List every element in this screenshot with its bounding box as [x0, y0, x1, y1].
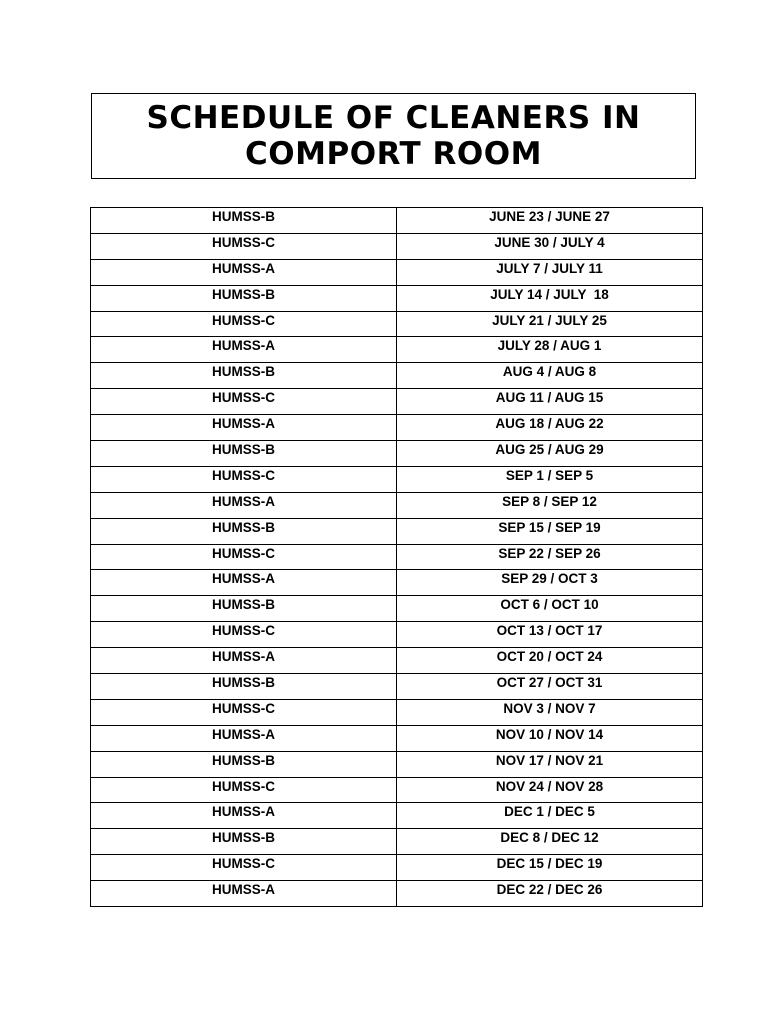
table-row — [91, 311, 703, 337]
dates-cell: JULY 21 / JULY 25 — [397, 311, 703, 337]
section-cell: HUMSS-C — [91, 777, 397, 803]
page-title: SCHEDULE OF CLEANERS IN COMPORT ROOM — [146, 100, 641, 172]
section-cell: HUMSS-A — [91, 648, 397, 674]
dates-cell: SEP 22 / SEP 26 — [397, 544, 703, 570]
table-row — [91, 648, 703, 674]
section-cell: HUMSS-C — [91, 233, 397, 259]
table-row — [91, 699, 703, 725]
dates-cell: JULY 28 / AUG 1 — [397, 337, 703, 363]
section-cell: HUMSS-B — [91, 751, 397, 777]
section-cell: HUMSS-A — [91, 259, 397, 285]
schedule-table — [90, 207, 703, 907]
dates-cell: DEC 8 / DEC 12 — [397, 829, 703, 855]
table-row — [91, 725, 703, 751]
table-row — [91, 751, 703, 777]
section-cell: HUMSS-A — [91, 337, 397, 363]
dates-cell: NOV 24 / NOV 28 — [397, 777, 703, 803]
dates-cell: AUG 25 / AUG 29 — [397, 441, 703, 467]
section-cell: HUMSS-C — [91, 855, 397, 881]
table-row — [91, 544, 703, 570]
table-row — [91, 855, 703, 881]
table-row — [91, 259, 703, 285]
section-cell: HUMSS-B — [91, 208, 397, 234]
table-row — [91, 881, 703, 907]
dates-cell: SEP 8 / SEP 12 — [397, 492, 703, 518]
dates-cell: DEC 1 / DEC 5 — [397, 803, 703, 829]
section-cell: HUMSS-C — [91, 699, 397, 725]
section-cell: HUMSS-C — [91, 311, 397, 337]
dates-cell: OCT 13 / OCT 17 — [397, 622, 703, 648]
dates-cell: DEC 22 / DEC 26 — [397, 881, 703, 907]
section-cell: HUMSS-A — [91, 570, 397, 596]
table-row — [91, 441, 703, 467]
table-row — [91, 389, 703, 415]
dates-cell: JUNE 30 / JULY 4 — [397, 233, 703, 259]
table-row — [91, 363, 703, 389]
table-row — [91, 803, 703, 829]
section-cell: HUMSS-A — [91, 803, 397, 829]
dates-cell: NOV 3 / NOV 7 — [397, 699, 703, 725]
section-cell: HUMSS-A — [91, 492, 397, 518]
section-cell: HUMSS-C — [91, 622, 397, 648]
dates-cell: DEC 15 / DEC 19 — [397, 855, 703, 881]
dates-cell: NOV 10 / NOV 14 — [397, 725, 703, 751]
section-cell: HUMSS-B — [91, 674, 397, 700]
table-row — [91, 829, 703, 855]
dates-cell: JUNE 23 / JUNE 27 — [397, 208, 703, 234]
table-row — [91, 285, 703, 311]
section-cell: HUMSS-B — [91, 441, 397, 467]
section-cell: HUMSS-A — [91, 415, 397, 441]
section-cell: HUMSS-A — [91, 725, 397, 751]
dates-cell: AUG 4 / AUG 8 — [397, 363, 703, 389]
table-row — [91, 674, 703, 700]
dates-cell: JULY 14 / JULY 18 — [397, 285, 703, 311]
dates-cell: SEP 29 / OCT 3 — [397, 570, 703, 596]
schedule-table-body — [91, 208, 703, 907]
section-cell: HUMSS-C — [91, 544, 397, 570]
dates-cell: OCT 27 / OCT 31 — [397, 674, 703, 700]
table-row — [91, 208, 703, 234]
table-row — [91, 415, 703, 441]
table-row — [91, 466, 703, 492]
dates-cell: SEP 1 / SEP 5 — [397, 466, 703, 492]
section-cell: HUMSS-C — [91, 466, 397, 492]
table-row — [91, 518, 703, 544]
section-cell: HUMSS-B — [91, 285, 397, 311]
section-cell: HUMSS-A — [91, 881, 397, 907]
section-cell: HUMSS-B — [91, 829, 397, 855]
dates-cell: SEP 15 / SEP 19 — [397, 518, 703, 544]
section-cell: HUMSS-B — [91, 596, 397, 622]
dates-cell: OCT 6 / OCT 10 — [397, 596, 703, 622]
dates-cell: OCT 20 / OCT 24 — [397, 648, 703, 674]
table-row — [91, 570, 703, 596]
table-row — [91, 233, 703, 259]
table-row — [91, 622, 703, 648]
table-row — [91, 337, 703, 363]
title-box — [91, 93, 696, 179]
section-cell: HUMSS-C — [91, 389, 397, 415]
dates-cell: AUG 18 / AUG 22 — [397, 415, 703, 441]
dates-cell: AUG 11 / AUG 15 — [397, 389, 703, 415]
dates-cell: JULY 7 / JULY 11 — [397, 259, 703, 285]
table-row — [91, 492, 703, 518]
section-cell: HUMSS-B — [91, 363, 397, 389]
table-row — [91, 596, 703, 622]
table-row — [91, 777, 703, 803]
dates-cell: NOV 17 / NOV 21 — [397, 751, 703, 777]
section-cell: HUMSS-B — [91, 518, 397, 544]
